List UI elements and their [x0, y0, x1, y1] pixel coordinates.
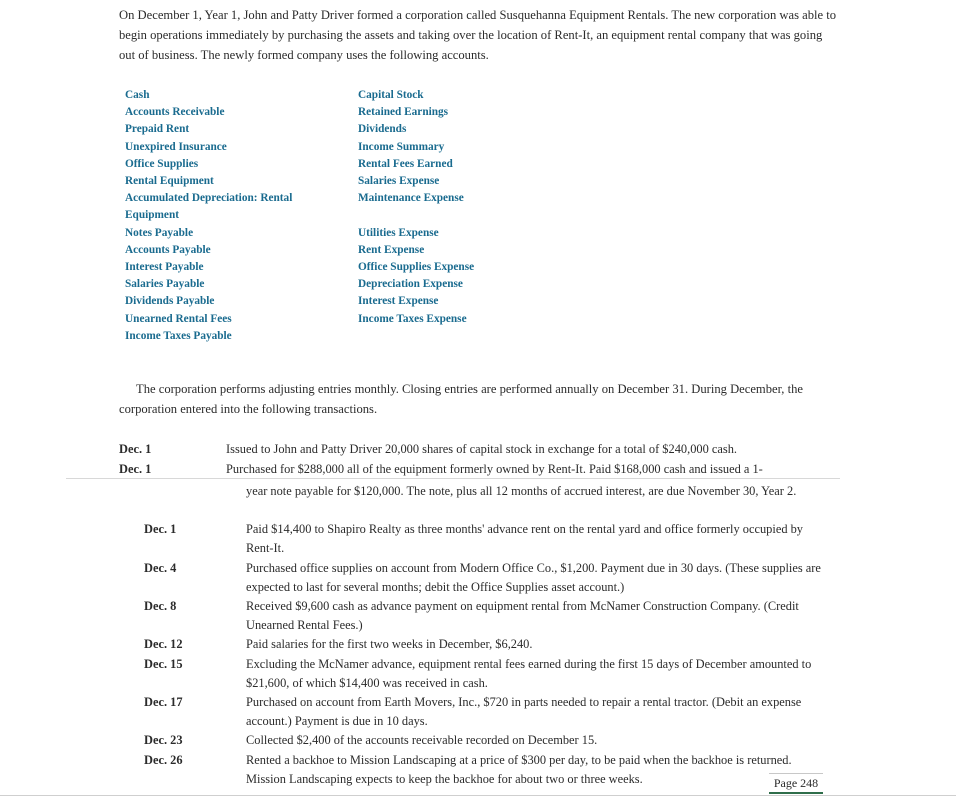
account-name: Salaries Expense — [358, 175, 440, 188]
account-name: Depreciation Expense — [358, 278, 463, 291]
transaction-text: Paid $14,400 to Shapiro Realty as three months' advance rent on the rental yard and office formerly occupied by Rent-It. — [246, 522, 804, 555]
account-name: Cash — [125, 89, 150, 101]
account-name: Capital Stock — [358, 89, 424, 101]
transaction-text: year note payable for $120,000. The note, plus all 12 months of accrued interest, are due November 30, Year 2. — [246, 484, 797, 498]
account-name: Rental Fees Earned — [358, 157, 453, 170]
account-name: Office Supplies Expense — [358, 261, 475, 274]
transaction-date: Dec. 8 — [144, 599, 177, 613]
account-name: Utilities Expense — [358, 226, 439, 239]
transaction-date: Dec. 23 — [144, 733, 183, 747]
accounts-left-column — [125, 87, 315, 345]
transaction-text: Collected $2,400 of the accounts receivable recorded on December 15. — [246, 733, 598, 747]
transaction-text: Received $9,600 cash as advance payment on equipment rental from McNamer Construction Company. (Credit Unearned Rental Fees.) — [246, 599, 799, 632]
column-spacer — [358, 207, 558, 224]
account-name: Dividends Payable — [125, 295, 215, 308]
account-name: Unexpired Insurance — [125, 140, 227, 153]
transaction-date: Dec. 17 — [144, 695, 183, 709]
account-name: Retained Earnings — [358, 106, 449, 119]
account-name: Interest Expense — [358, 295, 439, 308]
transaction-date: Dec. 26 — [144, 753, 183, 767]
account-name: Dividends — [358, 123, 407, 136]
transaction-date: Dec. 1 — [119, 442, 152, 456]
account-name: Income Summary — [358, 140, 445, 153]
transaction-date: Dec. 1 — [119, 462, 152, 476]
page-number-badge[interactable]: Page 248 — [769, 773, 823, 794]
account-name: Accounts Payable — [125, 243, 211, 256]
account-name: Unearned Rental Fees — [125, 312, 232, 325]
account-name: Rent Expense — [358, 243, 425, 256]
transaction-text: Purchased office supplies on account from Modern Office Co., $1,200. Payment due in 30 days. (These supplies are expected to last for several months; debit the Office Supplies asset account.) — [246, 561, 821, 594]
account-name: Prepaid Rent — [125, 123, 190, 136]
account-name: Maintenance Expense — [358, 192, 464, 205]
transaction-text: Excluding the McNamer advance, equipment rental fees earned during the first 15 days of December amounted to $21,600, of which $14,400 was received in cash. — [246, 657, 812, 690]
transaction-date: Dec. 12 — [144, 637, 183, 651]
transaction-date: Dec. 15 — [144, 657, 183, 671]
transactions-intro: The corporation performs adjusting entries monthly. Closing entries are performed annually on December 31. During December, the corporation entered into the following transactions. — [119, 382, 803, 416]
transaction-text: Rented a backhoe to Mission Landscaping at a price of $300 per day, to be paid when the backhoe is returned. Mission Landscaping expects to keep the backhoe for about two or three weeks. — [246, 753, 792, 786]
account-name: Income Taxes Payable — [125, 329, 232, 342]
transaction-text: Paid salaries for the first two weeks in December, $6,240. — [246, 637, 533, 651]
account-name: Office Supplies — [125, 157, 199, 170]
account-name: Salaries Payable — [125, 278, 205, 291]
account-name: Notes Payable — [125, 226, 194, 239]
transaction-date: Dec. 1 — [144, 522, 177, 536]
transaction-text: Purchased on account from Earth Movers, Inc., $720 in parts needed to repair a rental tractor. (Debit an expense account.) Payment is due in 10 days. — [246, 695, 802, 728]
account-name: Accounts Receivable — [125, 106, 225, 119]
intro-paragraph: On December 1, Year 1, John and Patty Driver formed a corporation called Susquehanna Equipment Rentals. The new corporation was able to begin operations immediately by purchasing the assets and taking over the location of Rent-It, an equipment rental company that was going out of business. The newly formed company uses the following accounts. — [119, 8, 837, 62]
account-name: Interest Payable — [125, 261, 204, 274]
account-name: Accumulated Depreciation: Rental Equipment — [125, 192, 293, 222]
transaction-text: Purchased for $288,000 all of the equipment formerly owned by Rent-It. Paid $168,000 cash and issued a 1- — [226, 462, 763, 476]
transaction-date: Dec. 4 — [144, 561, 177, 575]
page-divider — [66, 478, 840, 479]
accounts-right-column — [358, 87, 558, 328]
account-name: Income Taxes Expense — [358, 312, 467, 325]
account-name: Rental Equipment — [125, 175, 214, 188]
bottom-divider — [0, 795, 956, 796]
transaction-text: Issued to John and Patty Driver 20,000 shares of capital stock in exchange for a total of $240,000 cash. — [226, 442, 737, 456]
